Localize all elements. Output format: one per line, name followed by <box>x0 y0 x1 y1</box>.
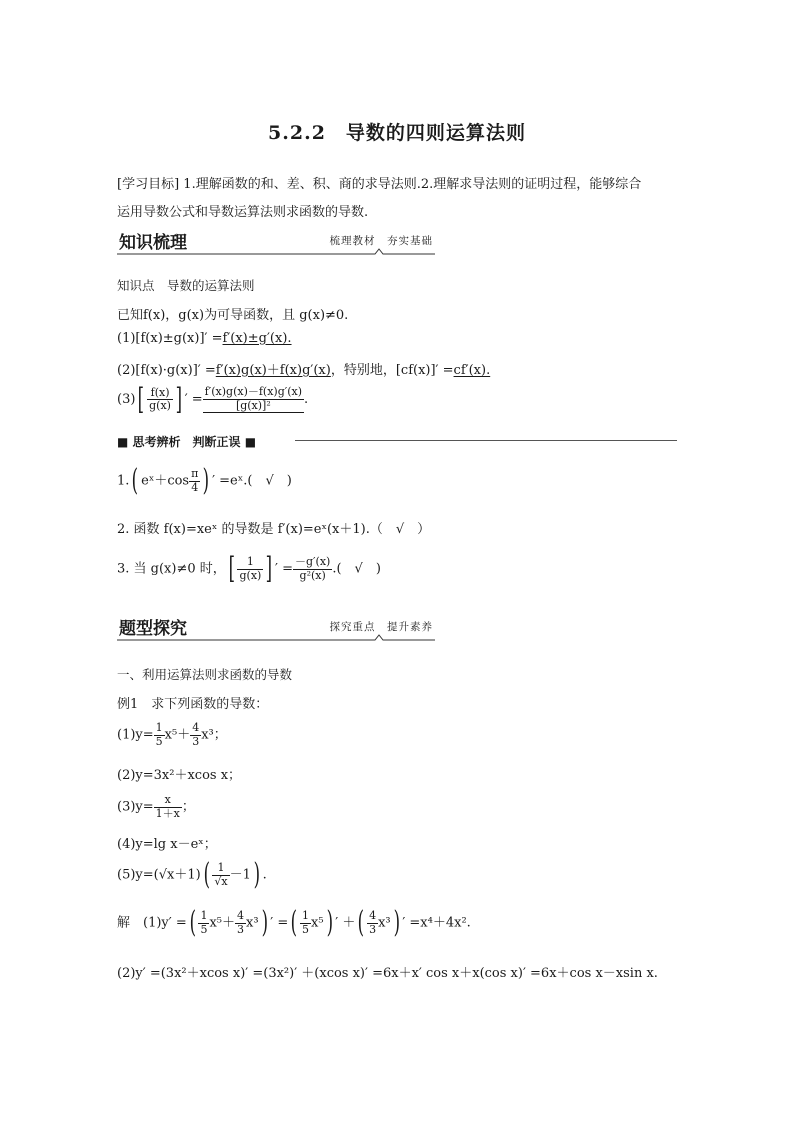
item-label: (1)y= <box>117 727 154 743</box>
rule-constant-answer: cf′(x). <box>453 363 491 378</box>
denominator: g(x) <box>239 568 262 582</box>
period: . <box>262 867 267 883</box>
denominator: g(x) <box>149 399 171 413</box>
example-item-2: (2)y=3x²＋xcos x； <box>117 768 242 783</box>
numerator: x <box>154 794 182 808</box>
example-item-1 <box>117 722 227 748</box>
section-underline <box>117 634 435 642</box>
term: －1 <box>229 867 251 883</box>
divider-line <box>295 440 677 441</box>
rule-quotient-fraction <box>147 387 173 413</box>
solution-1 <box>117 905 471 941</box>
section-title: 题型探究 <box>119 619 187 639</box>
result: ′ =x⁴＋4x². <box>402 915 471 931</box>
rule-sum <box>117 331 292 346</box>
numerator: 1 <box>237 556 263 570</box>
right-paren: ) <box>202 463 210 499</box>
denominator: 5 <box>200 922 208 936</box>
solution-label: 解 (1)y′ = <box>117 915 187 931</box>
term: x³ <box>246 915 259 931</box>
term: ； <box>181 799 195 815</box>
fraction-1-5 <box>198 910 209 936</box>
item-text: 3. 当 g(x)≠0 时， <box>117 561 226 577</box>
pi-over-4 <box>189 468 200 494</box>
left-paren: ( <box>203 857 210 893</box>
item-number: 1. <box>117 473 130 489</box>
equals: ′ = <box>275 561 294 577</box>
right-bracket: ] <box>265 551 273 587</box>
left-bracket: [ <box>228 551 235 587</box>
fraction-1-over-sqrt-x <box>212 862 229 888</box>
fraction-x-over-1-plus-x <box>154 794 182 820</box>
check-mark: .( √ ) <box>332 561 381 577</box>
learning-goals-line2: 运用导数公式和导数运算法则求函数的导数. <box>117 205 369 220</box>
denominator: 4 <box>191 480 199 494</box>
rule-product <box>117 359 490 378</box>
learning-goals-text: 1.理解函数的和、差、积、商的求导法则.2.理解求导法则的证明过程，能够综合 <box>183 177 642 192</box>
result-fraction <box>293 556 332 582</box>
example-title: 例1 求下列函数的导数： <box>117 697 269 712</box>
denominator: 3 <box>369 922 377 936</box>
section-title: 知识梳理 <box>119 233 187 253</box>
denominator: g²(x) <box>299 568 326 582</box>
numerator: f(x) <box>147 387 173 401</box>
rule-product-special: ，特别地，[cf(x)]′ = <box>330 363 454 378</box>
term: x³ <box>378 915 391 931</box>
learning-goals-line1 <box>117 173 641 192</box>
period: . <box>304 392 309 408</box>
rule-sum-text: (1)[f(x)±g(x)]′ = <box>117 331 223 346</box>
term: x⁵ <box>310 915 324 931</box>
fraction-4-3 <box>235 910 246 936</box>
numerator: π <box>191 467 199 480</box>
term: x³； <box>201 727 227 743</box>
numerator: 1 <box>212 862 229 876</box>
denominator: 5 <box>155 734 163 748</box>
term: x⁵＋ <box>209 915 236 931</box>
fraction-1-5 <box>154 722 165 748</box>
numerator: －g′(x) <box>295 555 331 568</box>
section-header-explore <box>117 614 435 642</box>
answer-denominator: [g(x)]² <box>235 398 271 412</box>
numerator: 1 <box>200 909 208 922</box>
rule-quotient-answer <box>203 386 304 413</box>
plus: ′ ＋ <box>335 915 356 931</box>
example-item-5 <box>117 857 267 893</box>
answer-numerator: f′(x)g(x)－f(x)g′(x) <box>204 385 303 398</box>
think-check-label: ■ 思考辨析 判断正误 ■ <box>117 435 257 449</box>
rule-quotient-label: (3) <box>117 392 136 408</box>
item-label: (5)y=(√x＋1) <box>117 867 201 883</box>
fraction-1-5 <box>300 910 311 936</box>
equals: ′ = <box>184 392 203 408</box>
numerator: 1 <box>301 909 309 922</box>
numerator: 1 <box>155 721 163 734</box>
denominator: 1＋x <box>155 806 180 820</box>
fraction-4-3 <box>190 722 201 748</box>
section-subtitle: 探究重点 提升素养 <box>329 621 433 633</box>
page-title: 5.2.2 导数的四则运算法则 <box>268 122 526 144</box>
section-header-knowledge <box>117 228 435 256</box>
left-bracket: [ <box>138 381 145 417</box>
left-paren: ( <box>189 905 196 941</box>
judge-item-2: 2. 函数 f(x)=xeˣ 的导数是 f′(x)=eˣ(x＋1).（ √ ） <box>117 522 431 537</box>
denominator: 5 <box>301 922 309 936</box>
term: x⁵＋ <box>164 727 191 743</box>
expr-result: ′ =eˣ.( √ ) <box>212 473 292 489</box>
rule-product-text: (2)[f(x)·g(x)]′ = <box>117 363 216 378</box>
knowledge-intro: 已知f(x)，g(x)为可导函数，且 g(x)≠0. <box>117 308 349 323</box>
learning-goals-label: [学习目标] <box>117 177 180 192</box>
denominator: 3 <box>192 734 200 748</box>
denominator: 3 <box>237 922 245 936</box>
rule-sum-answer: f′(x)±g′(x). <box>222 331 292 346</box>
left-paren: ( <box>132 463 139 499</box>
right-paren: ) <box>393 905 400 941</box>
rule-quotient <box>117 381 309 417</box>
rule-product-answer: f′(x)g(x)＋f(x)g′(x) <box>215 363 331 378</box>
knowledge-point-heading: 知识点 导数的运算法则 <box>117 278 255 293</box>
judge-item-3 <box>117 551 381 587</box>
right-bracket: ] <box>175 381 183 417</box>
equals: ′ = <box>270 915 289 931</box>
numerator: 4 <box>192 721 200 734</box>
example-item-4: (4)y=lg x－eˣ； <box>117 837 217 852</box>
part-heading: 一、利用运算法则求函数的导数 <box>117 667 293 682</box>
example-item-3 <box>117 794 195 820</box>
right-paren: ) <box>261 905 268 941</box>
numerator: 4 <box>237 909 245 922</box>
left-paren: ( <box>357 905 365 941</box>
item-label: (3)y= <box>117 799 154 815</box>
section-underline <box>117 248 435 256</box>
solution-2: (2)y′ =(3x²＋xcos x)′ =(3x²)′ ＋(xcos x)′ =6x＋x′ cos x＋x(cos x)′ =6x＋cos x－xsin x. <box>117 966 658 981</box>
fraction-4-3 <box>367 910 378 936</box>
judge-item-1 <box>117 463 292 499</box>
section-subtitle: 梳理教材 夯实基础 <box>329 235 433 247</box>
left-paren: ( <box>290 905 298 941</box>
expr: eˣ＋cos <box>141 473 190 489</box>
think-check-bar <box>117 433 677 447</box>
numerator: 4 <box>369 909 377 922</box>
reciprocal-fraction <box>237 556 263 582</box>
right-paren: ) <box>326 905 333 941</box>
right-paren: ) <box>253 857 260 893</box>
denominator: √x <box>214 874 228 888</box>
